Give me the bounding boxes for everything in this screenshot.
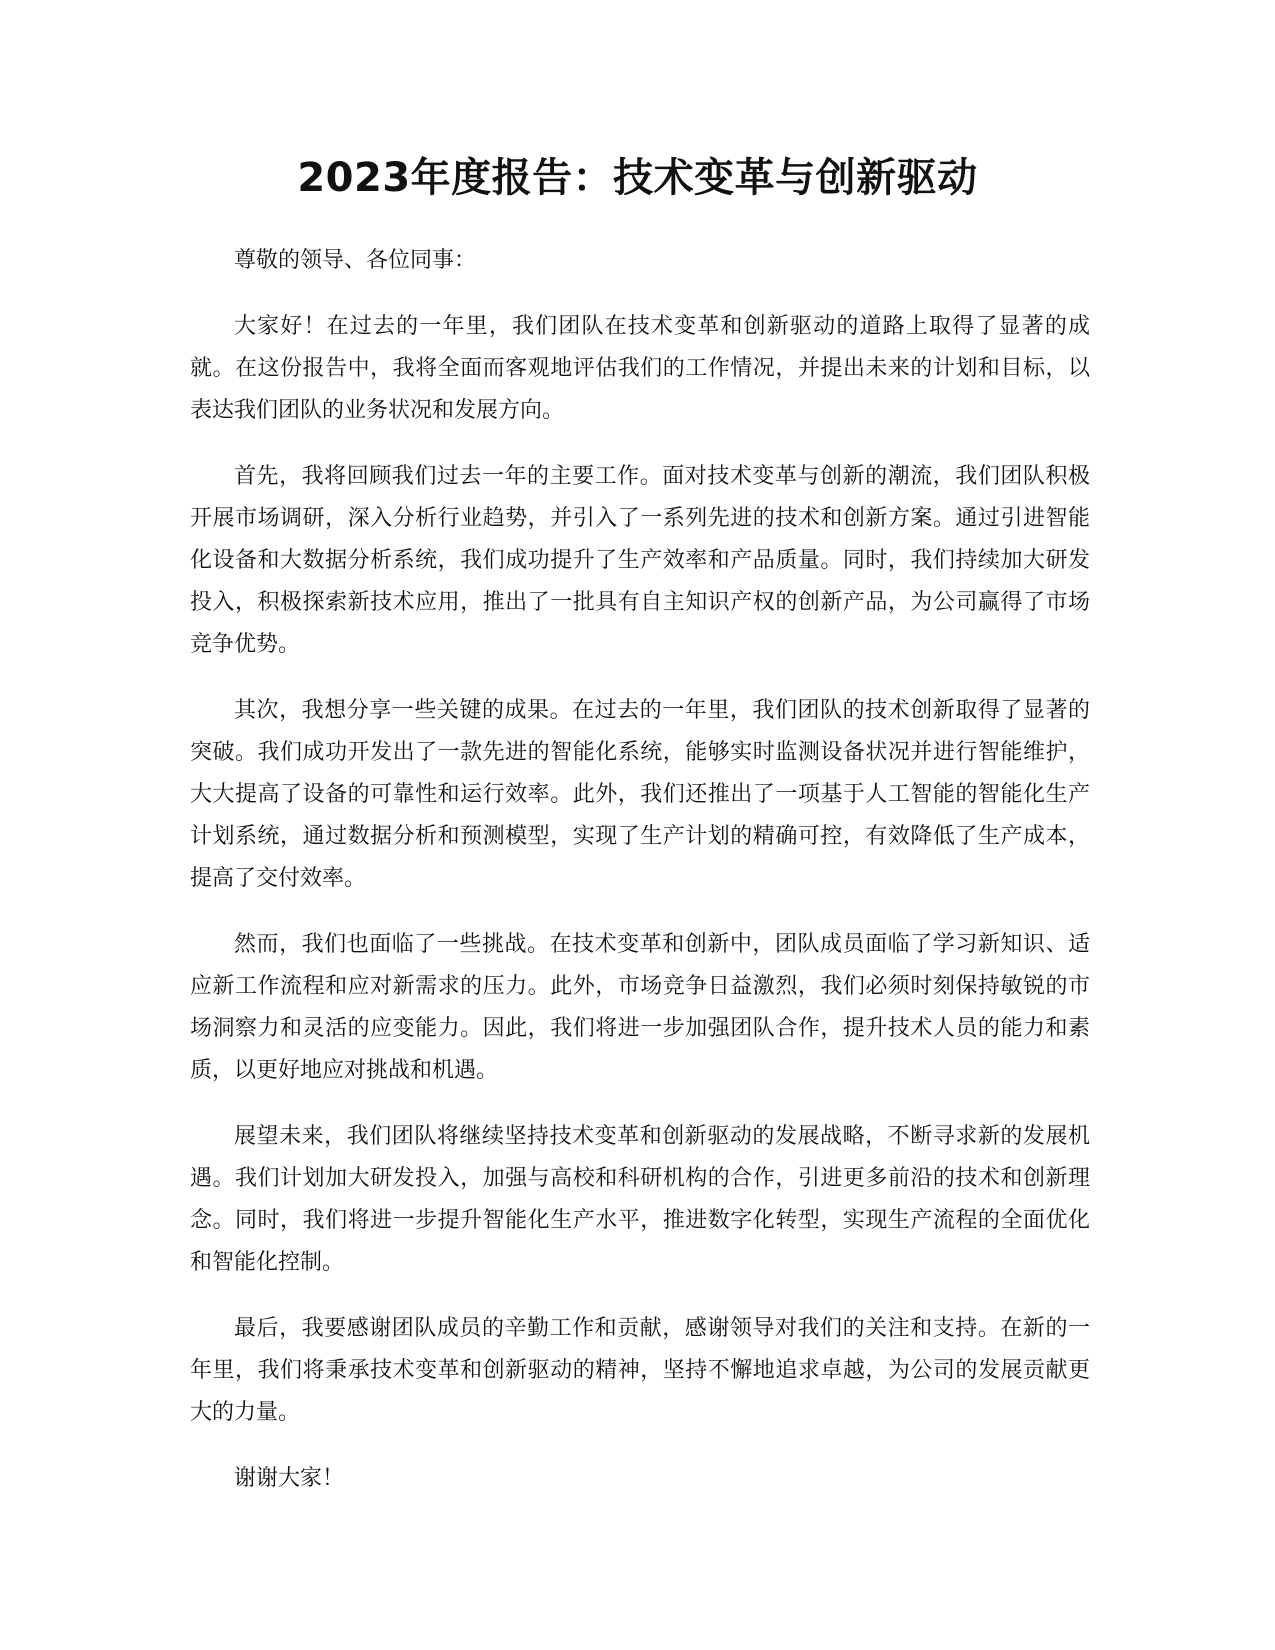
closing: 谢谢大家！	[234, 1466, 345, 1491]
document-title: 2023年度报告：技术变革与创新驱动	[297, 155, 978, 201]
salutation: 尊敬的领导、各位同事：	[234, 248, 477, 273]
paragraph-achievements: 其次，我想分享一些关键的成果。在过去的一年里，我们团队的技术创新取得了显著的突破。我们成功开发出了一款先进的智能化系统，能够实时监测设备状况并进行智能维护，大大提高了设备的可靠性和运行效率。此外，我们还推出了一项基于人工智能的智能化生产计划系统，通过数据分析和预测模型，实现了生产计划的精确可控，有效降低了生产成本，提高了交付效率。	[190, 698, 1090, 891]
paragraph-thanks: 最后，我要感谢团队成员的辛勤工作和贡献，感谢领导对我们的关注和支持。在新的一年里，我们将秉承技术变革和创新驱动的精神，坚持不懈地追求卓越，为公司的发展贡献更大的力量。	[190, 1316, 1090, 1425]
document-body	[190, 240, 1090, 1524]
paragraph-review: 首先，我将回顾我们过去一年的主要工作。面对技术变革与创新的潮流，我们团队积极开展市场调研，深入分析行业趋势，并引入了一系列先进的技术和创新方案。通过引进智能化设备和大数据分析系统，我们成功提升了生产效率和产品质量。同时，我们持续加大研发投入，积极探索新技术应用，推出了一批具有自主知识产权的创新产品，为公司赢得了市场竞争优势。	[190, 464, 1090, 657]
paragraph-outlook: 展望未来，我们团队将继续坚持技术变革和创新驱动的发展战略，不断寻求新的发展机遇。我们计划加大研发投入，加强与高校和科研机构的合作，引进更多前沿的技术和创新理念。同时，我们将进一步提升智能化生产水平，推进数字化转型，实现生产流程的全面优化和智能化控制。	[190, 1124, 1090, 1275]
paragraph-greeting: 大家好！在过去的一年里，我们团队在技术变革和创新驱动的道路上取得了显著的成就。在这份报告中，我将全面而客观地评估我们的工作情况，并提出未来的计划和目标，以表达我们团队的业务状况和发展方向。	[190, 314, 1090, 423]
paragraph-challenges: 然而，我们也面临了一些挑战。在技术变革和创新中，团队成员面临了学习新知识、适应新工作流程和应对新需求的压力。此外，市场竞争日益激烈，我们必须时刻保持敏锐的市场洞察力和灵活的应变能力。因此，我们将进一步加强团队合作，提升技术人员的能力和素质，以更好地应对挑战和机遇。	[190, 932, 1090, 1083]
